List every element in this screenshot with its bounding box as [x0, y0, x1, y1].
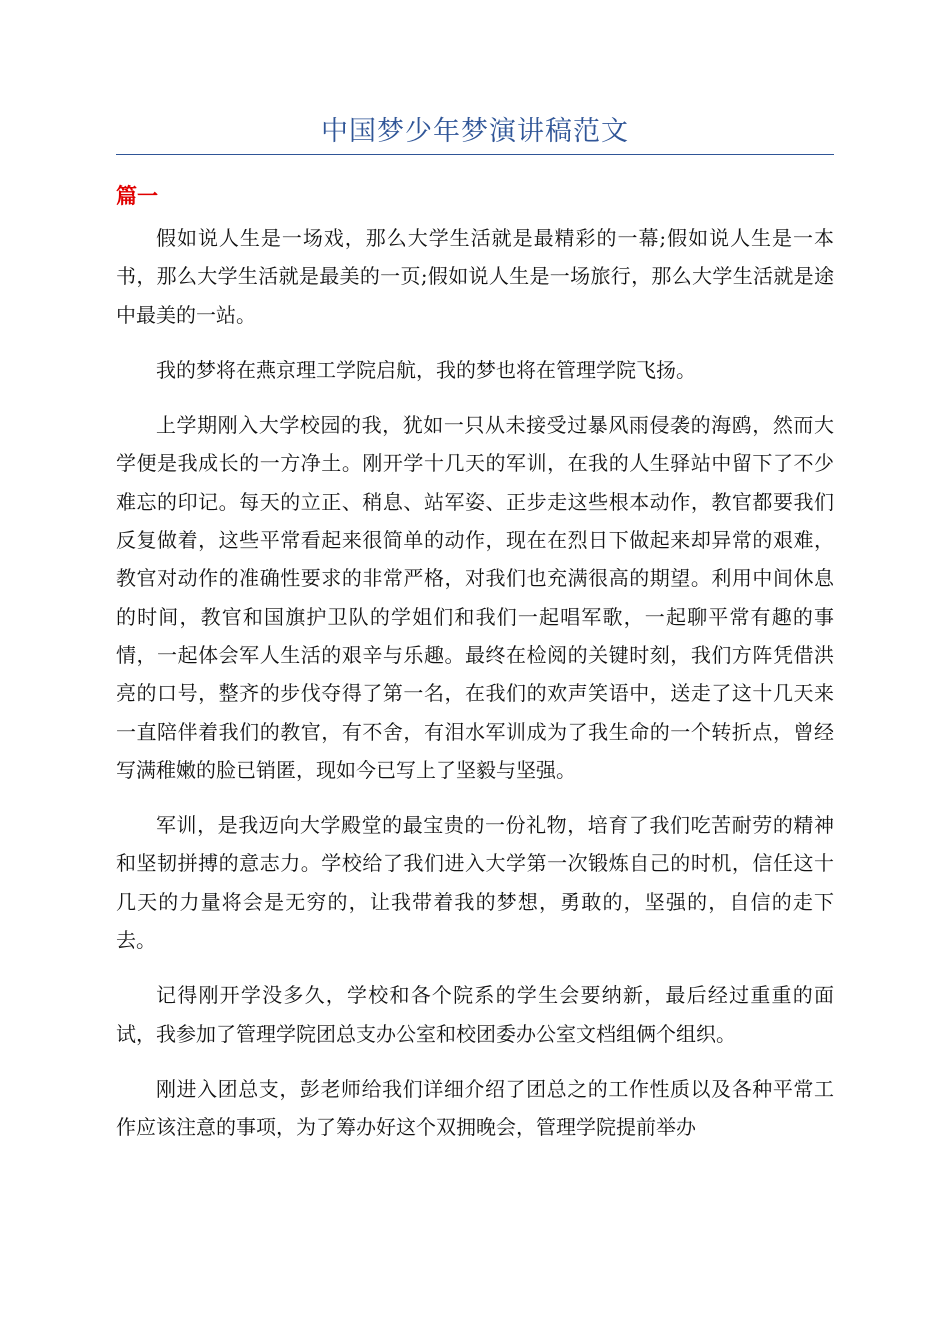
paragraph: 记得刚开学没多久，学校和各个院系的学生会要纳新，最后经过重重的面试，我参加了管理学院团总支办公室和校团委办公室文档组俩个组织。	[116, 983, 834, 1046]
paragraph: 我的梦将在燕京理工学院启航，我的梦也将在管理学院飞扬。	[156, 357, 696, 382]
paragraph: 军训，是我迈向大学殿堂的最宝贵的一份礼物，培育了我们吃苦耐劳的精神和坚韧拼搏的意志力。学校给了我们进入大学第一次锻炼自己的时机，信任这十几天的力量将会是无穷的，让我带着我的梦想，勇敢的，坚强的，自信的走下去。	[116, 813, 834, 953]
document-title: 中国梦少年梦演讲稿范文	[321, 116, 629, 147]
paragraph: 刚进入团总支，彭老师给我们详细介绍了团总之的工作性质以及各种平常工作应该注意的事项，为了筹办好这个双拥晚会，管理学院提前举办	[116, 1076, 834, 1140]
paragraph: 上学期刚入大学校园的我，犹如一只从未接受过暴风雨侵袭的海鸥，然而大学便是我成长的一方净土。刚开学十几天的军训，在我的人生驿站中留下了不少难忘的印记。每天的立正、稍息、站军姿、正步走这些根本动作，教官都要我们反复做着，这些平常看起来很简单的动作，现在在烈日下做起来却异常的艰难，教官对动作的准确性要求的非常严格，对我们也充满很高的期望。利用中间休息的时间，教官和国旗护卫队的学姐们和我们一起唱军歌，一起聊平常有趣的事情，一起体会军人生活的艰辛与乐趣。最终在检阅的关键时刻，我们方阵凭借洪亮的口号，整齐的步伐夺得了第一名，在我们的欢声笑语中，送走了这十几天来一直陪伴着我们的教官，有不舍，有泪水军训成为了我生命的一个转折点，曾经写满稚嫩的脸已销匿，现如今已写上了坚毅与坚强。	[116, 413, 834, 782]
document-body	[116, 219, 834, 1164]
section-heading: 篇一	[116, 184, 158, 208]
paragraph: 假如说人生是一场戏，那么大学生活就是最精彩的一幕;假如说人生是一本书，那么大学生活就是最美的一页;假如说人生是一场旅行，那么大学生活就是途中最美的一站。	[116, 226, 834, 327]
title-underline-divider	[116, 154, 834, 155]
